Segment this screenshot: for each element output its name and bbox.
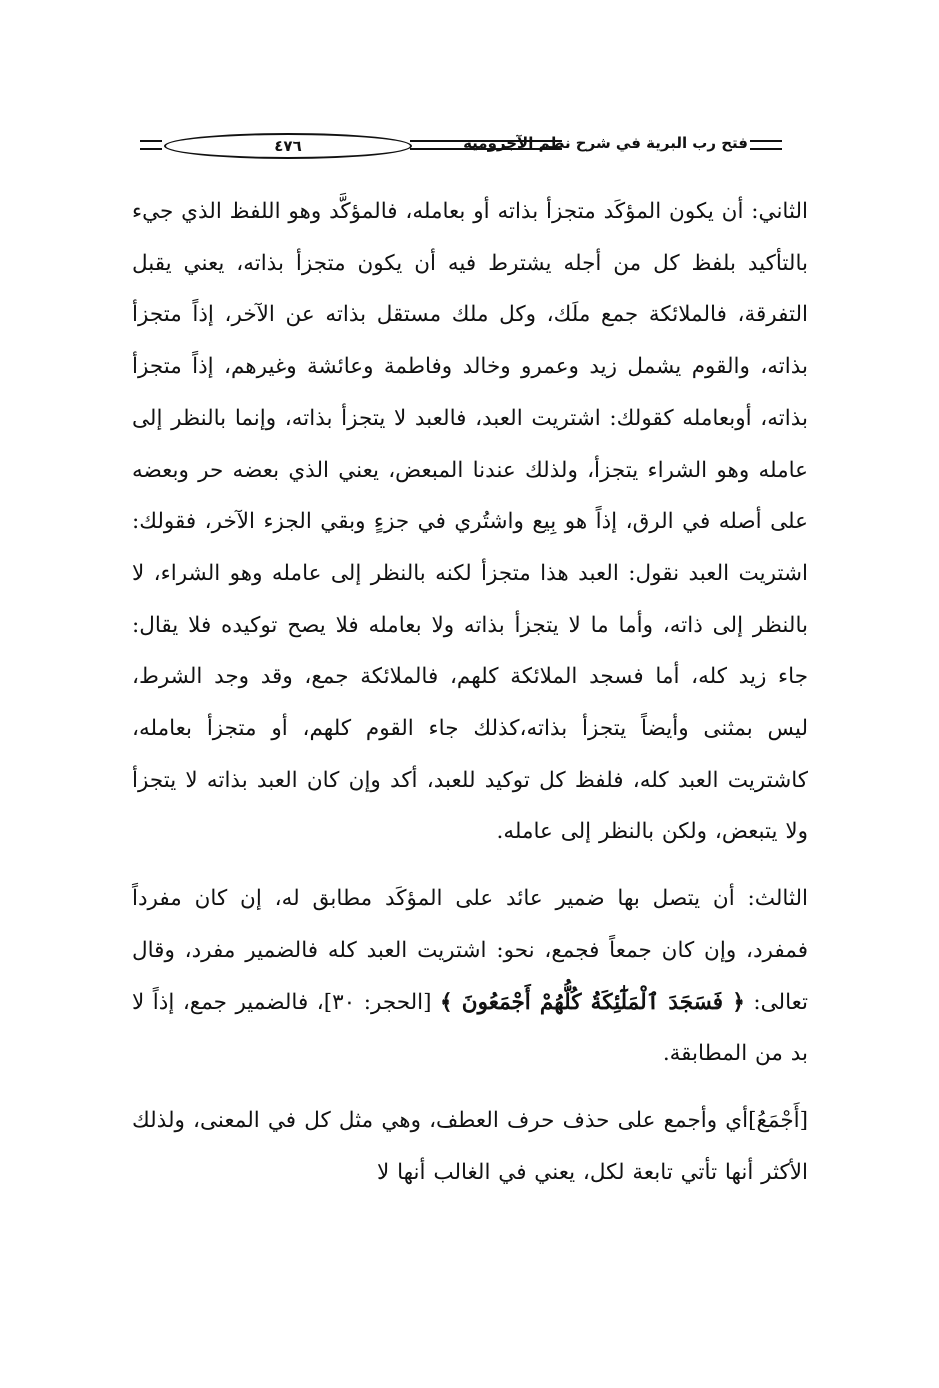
paragraph-third-condition: [132, 873, 808, 1080]
quran-verse: ﴿ فَسَجَدَ ٱلْمَلَٰٓئِكَةُ كُلُّهُمْ أَجْمَعُونَ ﴾: [440, 989, 745, 1015]
paragraph-lead: [أَجْمَعُ]: [748, 1107, 808, 1133]
paragraph-ajmaa: [132, 1095, 808, 1198]
header-rule-right: [750, 140, 782, 150]
page-number: ٤٧٦: [164, 133, 412, 159]
header-rule-left: [140, 140, 162, 150]
header-rule-middle: [410, 140, 562, 150]
running-header: [140, 128, 785, 164]
paragraph-text: أن يتصل بها ضمير عائد على المؤكَد مطابق له، إن كان مفرداً فمفرد، وإن كان جمعاً فجمع، نحو: اشتريت العبد كله فالضمير مفرد، وقال تعالى:: [132, 886, 808, 1015]
paragraph-lead: الثاني:: [751, 199, 808, 224]
header-title: فتح رب البرية في شرح نظم الآجرومية: [463, 134, 748, 152]
body-text: [132, 186, 808, 1198]
paragraph-lead: الثالث:: [747, 886, 808, 912]
paragraph-text: أي وأجمع على حذف حرف العطف، وهي مثل كل في المعنى، ولذلك الأكثر أنها تأتي تابعة لكل، يعني في الغالب أنها لا: [132, 1107, 808, 1185]
paragraph-text: أن يكون المؤكَد متجزأ بذاته أو بعامله، فالمؤكَّد وهو اللفظ الذي جيء بالتأكيد بلفظ كل من أجله يشترط فيه أن يكون متجزأ بذاته، يعني يقبل التفرقة، فالملائكة جمع ملَك، وكل ملك مستقل بذاته عن الآخر، إذاً متجزأ بذاته، والقوم يشمل زيد وعمرو وخالد وفاطمة وعائشة وغيرهم، إذاً متجزأ بذاته، أوبعامله كقولك: اشتريت العبد، فالعبد لا يتجزأ بذاته، وإنما بالنظر إلى عامله وهو الشراء يتجزأ، ولذلك عندنا المبعض، يعني الذي بعضه حر وبعضه على أصله في الرق، إذاً هو بِيع واشتُري في جزءٍ وبقي الجزء الآخر، فقولك: اشتريت العبد نقول: العبد هذا متجزأ لكنه بالنظر إلى عامله وهو الشراء، لا بالنظر إلى ذاته، وأما ما لا يتجزأ بذاته ولا بعامله فلا يصح توكيده فلا يقال: جاء زيد كله، أما فسجد الملائكة كلهم، فالملائكة جمع، وقد وجد الشرط، ليس بمثنى وأيضاً يتجزأ بذاته،كذلك جاء القوم كلهم، أو متجزأ بعامله، كاشتريت العبد كله، فلفظ كل توكيد للعبد، أكد وإن كان العبد بذاته لا يتجزأ ولا يتبعض، ولكن بالنظر إلى عامله.: [132, 199, 808, 845]
verse-citation: [الحجر: ٣٠]، فالضمير جمع، إذاً لا بد من المطابقة.: [132, 989, 808, 1067]
paragraph-second-condition: [132, 186, 808, 858]
